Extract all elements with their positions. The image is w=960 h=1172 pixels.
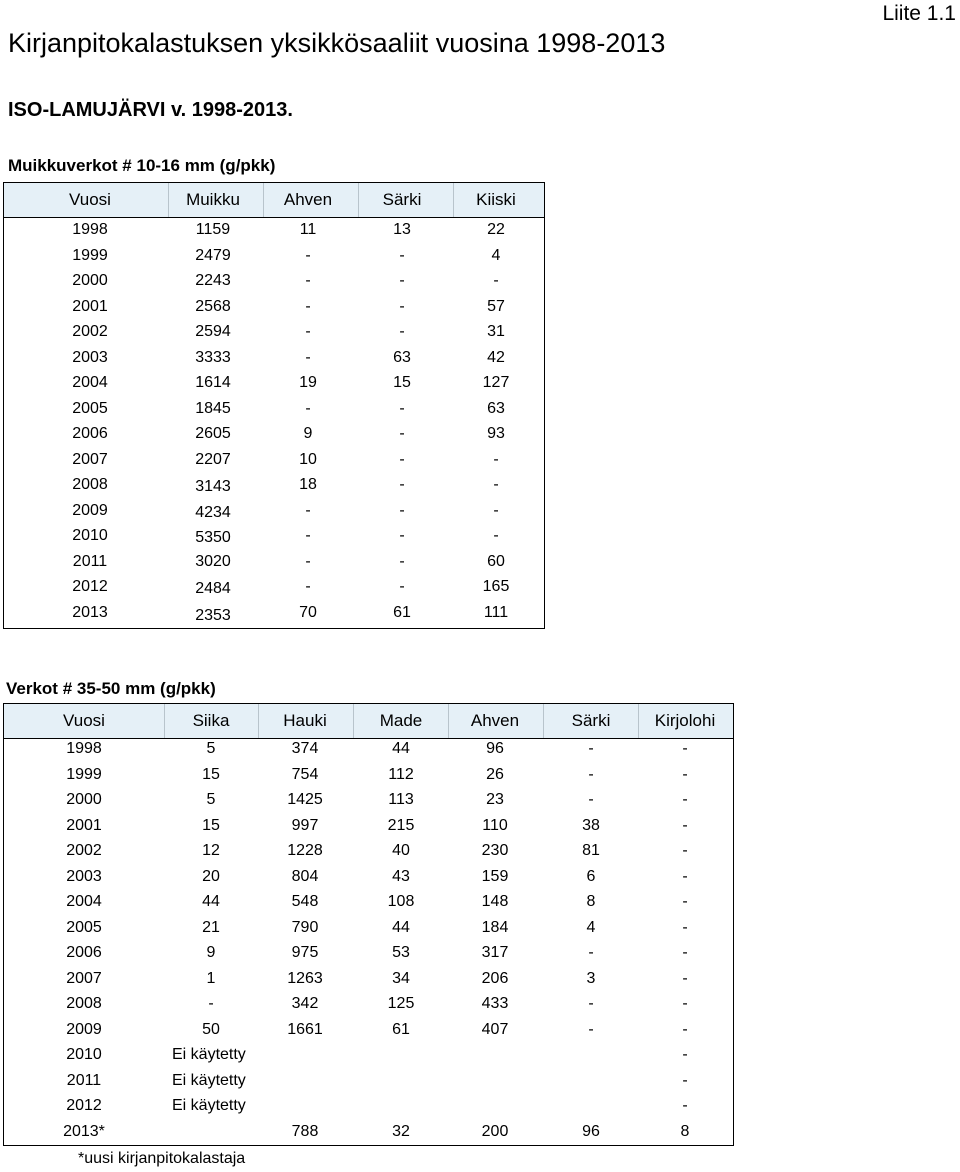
- table-cell: 2353: [195, 606, 231, 624]
- table-cell: -: [399, 501, 405, 519]
- table-cell: 2011: [66, 1071, 102, 1089]
- table-cell: 12: [202, 842, 220, 859]
- table-cell: 2008: [72, 476, 108, 493]
- table-cell: 2568: [195, 297, 231, 315]
- table-row: [4, 817, 733, 843]
- table-cell: 1228: [287, 842, 323, 859]
- table-cell: 215: [387, 816, 415, 834]
- table-cell: 2002: [66, 842, 102, 859]
- table-cell: 165: [482, 578, 510, 595]
- table-cell: 44: [392, 918, 410, 936]
- table-cell: -: [682, 995, 688, 1012]
- table-cell: 60: [487, 552, 505, 570]
- table-cell: 2012: [72, 578, 108, 595]
- table-row: [4, 919, 733, 945]
- table-cell: 2010: [72, 527, 108, 544]
- table-cell: 2007: [66, 969, 102, 987]
- table-cell: 2479: [195, 246, 231, 264]
- table-row: [4, 604, 544, 630]
- table-cell: 38: [582, 816, 600, 834]
- table-cell: 5350: [195, 529, 231, 546]
- column-header: Ahven: [283, 190, 333, 209]
- table-row: [4, 970, 733, 996]
- table-cell: 6: [586, 867, 596, 885]
- table-cell: -: [588, 791, 594, 808]
- table-cell: -: [682, 816, 688, 834]
- table-cell: 407: [481, 1020, 509, 1038]
- table-cell: 9: [206, 944, 216, 961]
- table-cell: 34: [392, 969, 410, 987]
- table-cell: -: [493, 476, 499, 493]
- table-cell: -: [682, 1020, 688, 1038]
- table-cell: 3143: [195, 478, 231, 495]
- table-cell: 1425: [287, 791, 323, 808]
- table-cell: 63: [487, 399, 505, 417]
- table-cell: -: [682, 842, 688, 859]
- table-cell: -: [399, 527, 405, 544]
- table-cell: 63: [393, 348, 411, 366]
- table-cell: 2002: [72, 323, 108, 340]
- table-cell: 2004: [66, 893, 102, 910]
- table-cell: -: [493, 527, 499, 544]
- table-cell: -: [399, 246, 405, 264]
- table-cell: 3333: [195, 348, 231, 366]
- table-cell: 2243: [195, 272, 231, 289]
- table-row: [4, 298, 544, 324]
- table-cell: -: [305, 527, 311, 544]
- table-cell: 42: [487, 348, 505, 366]
- page-title: Kirjanpitokalastuksen yksikkösaaliit vuosina 1998-2013: [8, 28, 666, 58]
- table-cell: 2007: [72, 450, 108, 468]
- table-cell: 13: [393, 221, 411, 238]
- table-cell: 317: [481, 944, 509, 961]
- table-cell: -: [682, 969, 688, 987]
- table-cell: -: [399, 297, 405, 315]
- lake-subtitle: ISO-LAMUJÄRVI v. 1998-2013.: [8, 99, 293, 121]
- table-cell: 5: [206, 791, 216, 808]
- table-cell: 108: [387, 893, 415, 910]
- table-cell: 2594: [195, 323, 231, 340]
- table-row: [4, 272, 544, 298]
- table-cell: -: [399, 272, 405, 289]
- table-cell: -: [588, 1020, 594, 1038]
- table-cell: 50: [202, 1020, 220, 1038]
- table-cell: Ei käytetty: [172, 1097, 246, 1114]
- column-header: Hauki: [283, 711, 327, 730]
- table-row: [4, 791, 733, 817]
- table-cell: 1845: [195, 399, 231, 417]
- table-cell: -: [493, 450, 499, 468]
- table-cell: -: [682, 893, 688, 910]
- table-cell: -: [588, 740, 594, 757]
- table-cell: 2012: [66, 1097, 102, 1114]
- table-cell: 31: [487, 323, 505, 340]
- table-row: [4, 766, 733, 792]
- table-cell: 2003: [66, 867, 102, 885]
- table-cell: 1263: [287, 969, 323, 987]
- table-cell: 15: [393, 374, 411, 391]
- table-cell: -: [305, 552, 311, 570]
- table-cell: 206: [481, 969, 509, 987]
- table-cell: 2011: [72, 552, 108, 570]
- table-cell: 18: [299, 476, 317, 493]
- table-cell: 93: [487, 425, 505, 442]
- table-cell: 44: [202, 893, 220, 910]
- table-cell: 2484: [195, 580, 231, 597]
- table1-header: [4, 183, 544, 218]
- table-row: [4, 1097, 733, 1123]
- table-cell: 2003: [72, 348, 108, 366]
- verkot-table: [3, 703, 734, 1146]
- table-cell: -: [588, 995, 594, 1012]
- table-cell: 4: [586, 918, 596, 936]
- table2-header: [4, 704, 733, 739]
- table-cell: -: [305, 323, 311, 340]
- table-cell: 2009: [66, 1020, 102, 1038]
- table-cell: 997: [291, 816, 319, 834]
- column-header: Ahven: [470, 711, 520, 730]
- table-cell: 5: [206, 740, 216, 757]
- table-row: [4, 740, 733, 766]
- table-cell: -: [588, 765, 594, 783]
- table-row: [4, 247, 544, 273]
- table-cell: 184: [481, 918, 509, 936]
- table-cell: Ei käytetty: [172, 1071, 246, 1089]
- column-header: Särki: [571, 711, 611, 730]
- table-cell: 1159: [195, 221, 231, 238]
- table-row: [4, 1123, 733, 1149]
- table-cell: 81: [582, 842, 600, 859]
- table-cell: -: [682, 944, 688, 961]
- table-cell: 2008: [66, 995, 102, 1012]
- table-cell: -: [399, 552, 405, 570]
- table-cell: 804: [291, 867, 319, 885]
- table-row: [4, 323, 544, 349]
- table-cell: 1661: [287, 1020, 323, 1038]
- table-cell: 2605: [195, 425, 231, 442]
- table-cell: -: [305, 246, 311, 264]
- table-cell: 1999: [72, 246, 108, 264]
- table-cell: 2006: [66, 944, 102, 961]
- table-cell: 40: [392, 842, 410, 859]
- table-cell: 2013: [72, 603, 108, 621]
- table-row: [4, 451, 544, 477]
- table-cell: 21: [202, 918, 220, 936]
- table-cell: 20: [202, 867, 220, 885]
- table-cell: -: [682, 791, 688, 808]
- table-cell: 8: [586, 893, 596, 910]
- table-cell: -: [493, 501, 499, 519]
- table-cell: -: [399, 399, 405, 417]
- table-cell: 111: [483, 603, 509, 621]
- footnote: *uusi kirjanpitokalastaja: [78, 1150, 246, 1167]
- table-row: [4, 400, 544, 426]
- table-row: [4, 1021, 733, 1047]
- table-cell: -: [305, 501, 311, 519]
- table-cell: 96: [582, 1122, 600, 1140]
- table-cell: 61: [392, 1020, 410, 1038]
- table-cell: 4: [491, 246, 501, 264]
- table-cell: 1: [206, 969, 216, 987]
- column-header: Särki: [382, 190, 422, 209]
- table-cell: 754: [291, 765, 319, 783]
- table-cell: -: [588, 944, 594, 961]
- table-cell: -: [399, 425, 405, 442]
- table-cell: 110: [482, 816, 508, 834]
- table-cell: 112: [388, 765, 414, 783]
- table-cell: -: [493, 272, 499, 289]
- column-header: Vuosi: [69, 190, 111, 209]
- table-cell: 200: [481, 1122, 509, 1140]
- table-cell: 57: [487, 297, 505, 315]
- table-cell: 15: [202, 816, 220, 834]
- table-cell: 2005: [72, 399, 108, 417]
- table-cell: 975: [291, 944, 319, 961]
- table-cell: 15: [202, 765, 220, 783]
- table-cell: -: [682, 867, 688, 885]
- table-cell: 8: [680, 1122, 690, 1140]
- table-cell: 3: [586, 969, 596, 987]
- table-cell: 2001: [72, 297, 108, 315]
- table-cell: 127: [482, 374, 510, 391]
- table-cell: -: [682, 1046, 688, 1063]
- table-cell: 788: [291, 1122, 319, 1140]
- table-cell: -: [305, 348, 311, 366]
- table-cell: 159: [481, 867, 509, 885]
- table-cell: 2207: [195, 450, 231, 468]
- table-cell: 148: [481, 893, 509, 910]
- table-row: [4, 374, 544, 400]
- table-cell: 113: [388, 791, 414, 808]
- table-cell: 3020: [195, 552, 231, 570]
- table-cell: 230: [481, 842, 509, 859]
- table-row: [4, 1072, 733, 1098]
- table-cell: 2010: [66, 1046, 102, 1063]
- table-cell: -: [682, 740, 688, 757]
- table-cell: 26: [486, 765, 504, 783]
- table-cell: 1998: [66, 740, 102, 757]
- column-header: Kiiski: [476, 190, 516, 209]
- table-row: [4, 868, 733, 894]
- table-cell: -: [305, 272, 311, 289]
- table-cell: 374: [291, 740, 319, 757]
- table-cell: Ei käytetty: [172, 1046, 246, 1063]
- table-cell: 19: [299, 374, 317, 391]
- table-cell: 9: [303, 425, 313, 442]
- table-cell: 2001: [66, 816, 102, 834]
- column-header: Muikku: [186, 190, 240, 209]
- table-cell: 4234: [195, 503, 231, 521]
- column-header: Siika: [192, 711, 230, 730]
- table-row: [4, 476, 544, 502]
- table-cell: -: [399, 476, 405, 493]
- table-cell: -: [399, 450, 405, 468]
- table-cell: 342: [291, 995, 319, 1012]
- table-cell: 2004: [72, 374, 108, 391]
- table-cell: 2009: [72, 501, 108, 519]
- table-cell: 70: [299, 603, 317, 621]
- table-row: [4, 553, 544, 579]
- table-cell: 61: [393, 603, 411, 621]
- table-cell: -: [399, 323, 405, 340]
- table-row: [4, 944, 733, 970]
- appendix-label: Liite 1.1: [882, 2, 956, 25]
- table-cell: 96: [486, 740, 504, 757]
- table-cell: -: [399, 578, 405, 595]
- table-cell: -: [208, 995, 214, 1012]
- table-cell: -: [305, 297, 311, 315]
- table1-caption: Muikkuverkot # 10-16 mm (g/pkk): [8, 156, 276, 175]
- table-cell: 22: [487, 221, 505, 238]
- table-cell: -: [305, 578, 311, 595]
- column-header: Vuosi: [63, 711, 105, 730]
- table-cell: 32: [392, 1122, 410, 1140]
- table-cell: 23: [486, 791, 504, 808]
- table-row: [4, 842, 733, 868]
- table-cell: 44: [392, 740, 410, 757]
- table2-caption: Verkot # 35-50 mm (g/pkk): [6, 679, 216, 698]
- table-cell: 43: [392, 867, 410, 885]
- table-row: [4, 1046, 733, 1072]
- table-cell: 548: [291, 893, 319, 910]
- table-cell: 433: [481, 995, 509, 1012]
- table-cell: 2006: [72, 425, 108, 442]
- table-cell: 10: [299, 450, 317, 468]
- table-row: [4, 502, 544, 528]
- table-cell: 1614: [195, 374, 231, 391]
- table-row: [4, 221, 544, 247]
- table-cell: -: [682, 1097, 688, 1114]
- table-row: [4, 995, 733, 1021]
- table-row: [4, 893, 733, 919]
- table-cell: -: [682, 765, 688, 783]
- table-cell: 2005: [66, 918, 102, 936]
- table-cell: 11: [299, 221, 317, 238]
- table-cell: 790: [291, 918, 319, 936]
- table-row: [4, 349, 544, 375]
- column-header: Made: [379, 711, 423, 730]
- table-cell: 53: [392, 944, 410, 961]
- table-cell: -: [305, 399, 311, 417]
- table-cell: -: [682, 918, 688, 936]
- table-row: [4, 527, 544, 553]
- table-cell: 2000: [72, 272, 108, 289]
- table-cell: 2000: [66, 791, 102, 808]
- muikkuverkot-table: [3, 182, 545, 629]
- table-cell: 1998: [72, 221, 108, 238]
- table-row: [4, 578, 544, 604]
- table-cell: 1999: [66, 765, 102, 783]
- table-cell: 125: [387, 995, 415, 1012]
- table-row: [4, 425, 544, 451]
- table-cell: 2013*: [63, 1122, 105, 1140]
- column-header: Kirjolohi: [654, 711, 716, 730]
- table-cell: -: [682, 1071, 688, 1089]
